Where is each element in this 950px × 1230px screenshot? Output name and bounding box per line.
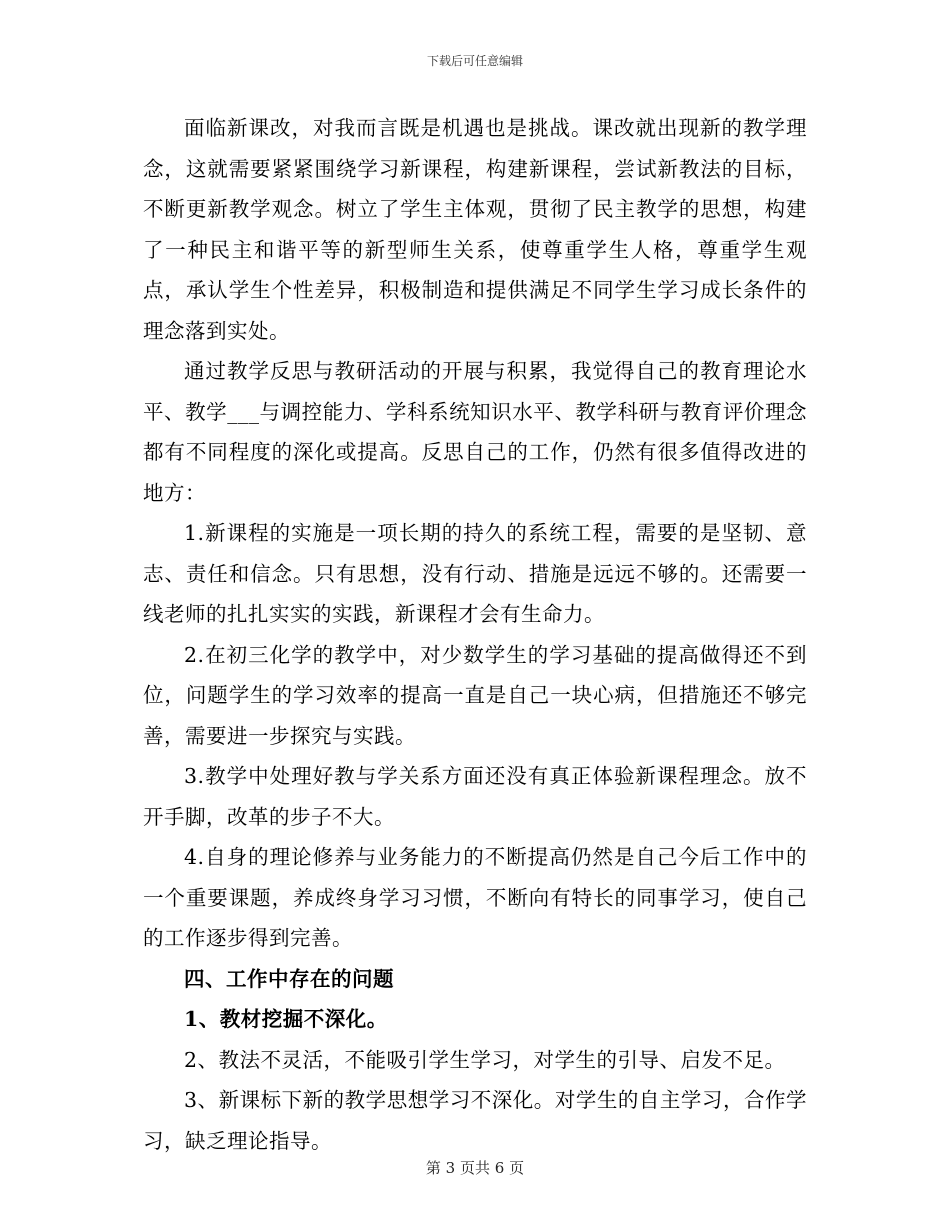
page-number: 第 3 页共 6 页 [425,1159,525,1177]
document-body [143,108,807,1161]
list-item: 2.在初三化学的教学中，对少数学生的学习基础的提高做得还不到位，问题学生的学习效率的提高一直是自己一块心病，但措施还不够完善，需要进一步探究与实践。 [143,642,807,748]
list-item: 1.新课程的实施是一项长期的持久的系统工程，需要的是坚韧、意志、责任和信念。只有思想，没有行动、措施是远远不够的。还需要一线老师的扎扎实实的实践，新课程才会有生命力。 [143,521,807,626]
page-header: 下载后可任意编辑 [426,54,523,68]
problem-item: 3、新课标下新的教学思想学习不深化。对学生的自主学习，合作学习，缺乏理论指导。 [143,1088,807,1153]
problem-item: 2、教法不灵活，不能吸引学生学习，对学生的引导、启发不足。 [184,1047,786,1072]
section-heading: 四、工作中存在的问题 [184,966,394,991]
list-item: 4.自身的理论修养与业务能力的不断提高仍然是自己今后工作中的一个重要课题，养成终身学习习惯，不断向有特长的同事学习，使自己的工作逐步得到完善。 [143,845,807,950]
paragraph-intro: 面临新课改，对我而言既是机遇也是挑战。课改就出现新的教学理念，这就需要紧紧围绕学习新课程，构建新课程，尝试新教法的目标，不断更新教学观念。树立了学生主体观，贯彻了民主教学的思想，构建了一种民主和谐平等的新型师生关系，使尊重学生人格，尊重学生观点，承认学生个性差异，积极制造和提供满足不同学生学习成长条件的理念落到实处。 [143,116,807,343]
paragraph-reflection: 通过教学反思与教研活动的开展与积累，我觉得自己的教育理论水平、教学___与调控能力、学科系统知识水平、教学科研与教育评价理念都有不同程度的深化或提高。反思自己的工作，仍然有很多值得改进的地方： [143,359,807,505]
list-item: 3.教学中处理好教与学关系方面还没有真正体验新课程理念。放不开手脚，改革的步子不大。 [143,764,807,829]
problem-item: 1、教材挖掘不深化。 [184,1007,388,1031]
